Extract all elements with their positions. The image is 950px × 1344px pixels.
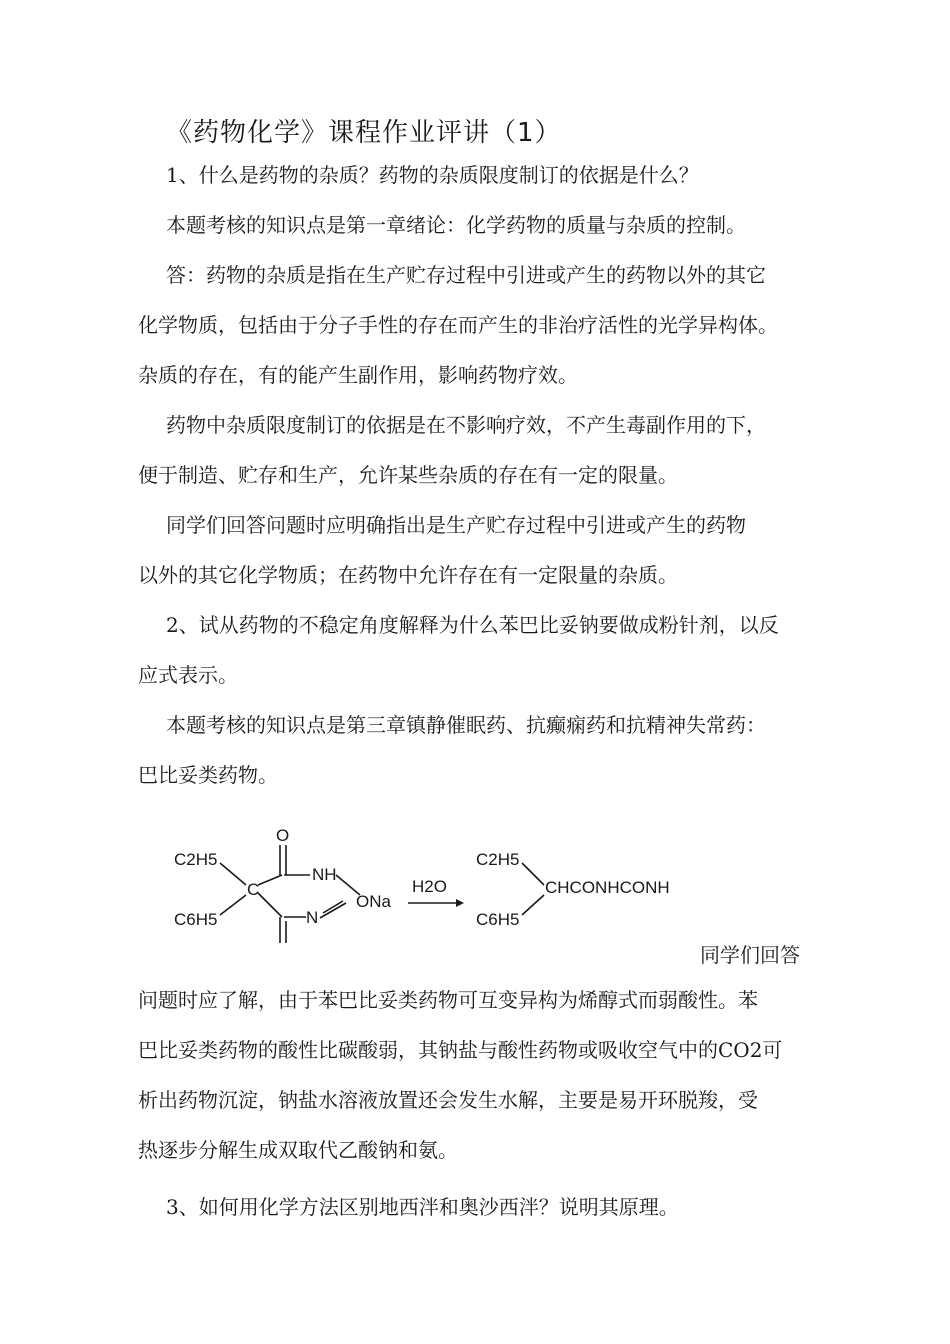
product-chain-label: CHCONHCONH — [545, 878, 670, 897]
reactant-ona: ONa — [356, 892, 391, 911]
q1-answer-line-1: 答：药物的杂质是指在生产贮存过程中引进或产生的药物以外的其它 — [166, 263, 766, 287]
question-3: 3、如何用化学方法区别地西泮和奥沙西泮？说明其原理。 — [166, 1195, 679, 1219]
q2-note-tail: 同学们回答 — [700, 943, 800, 967]
reactant-nitrogen: N — [306, 908, 319, 927]
q1-answer-line-2: 化学物质，包括由于分子手性的存在而产生的非治疗活性的光学异构体。 — [138, 313, 778, 337]
product-phenyl-label: C6H5 — [476, 910, 520, 929]
q1-knowledge-point: 本题考核的知识点是第一章绪论：化学药物的质量与杂质的控制。 — [166, 213, 746, 237]
reactant-phenyl-label: C6H5 — [174, 910, 218, 929]
q1-note-line-2: 以外的其它化学物质；在药物中允许存在有一定限量的杂质。 — [138, 563, 678, 587]
reactant-nh: NH — [312, 865, 337, 884]
q2-knowledge-line-2: 巴比妥类药物。 — [138, 763, 278, 787]
q1-answer-line-3: 杂质的存在，有的能产生副作用，影响药物疗效。 — [138, 363, 578, 387]
document-title: 《药物化学》课程作业评讲（1） — [166, 118, 562, 148]
q1-basis-line-1: 药物中杂质限度制订的依据是在不影响疗效，不产生毒副作用的下， — [166, 413, 766, 437]
reaction-arrow — [408, 899, 464, 907]
reactant-oxygen: O — [276, 826, 290, 845]
reactant-ethyl-label: C2H5 — [174, 850, 218, 869]
hydrolysis-reaction-diagram — [160, 815, 700, 960]
q2-note-line-2: 巴比妥类药物的酸性比碳酸弱，其钠盐与酸性药物或吸收空气中的CO2可 — [138, 1038, 783, 1062]
reagent-water: H2O — [412, 877, 447, 896]
product-ethyl-label: C2H5 — [476, 850, 520, 869]
q2-note-line-1: 问题时应了解，由于苯巴比妥类药物可互变异构为烯醇式而弱酸性。苯 — [138, 988, 758, 1012]
question-1: 1、什么是药物的杂质？药物的杂质限度制订的依据是什么？ — [166, 163, 699, 187]
q1-note-line-1: 同学们回答问题时应明确指出是生产贮存过程中引进或产生的药物 — [166, 513, 746, 537]
question-2-line-2: 应式表示。 — [138, 663, 238, 687]
q1-basis-line-2: 便于制造、贮存和生产，允许某些杂质的存在有一定的限量。 — [138, 463, 678, 487]
q2-note-line-4: 热逐步分解生成双取代乙酸钠和氨。 — [138, 1138, 458, 1162]
reactant-center-carbon: C — [247, 880, 260, 899]
question-2-line-1: 2、试从药物的不稳定角度解释为什么苯巴比妥钠要做成粉针剂，以反 — [166, 613, 779, 637]
q2-note-line-3: 析出药物沉淀，钠盐水溶液放置还会发生水解，主要是易开环脱羧，受 — [138, 1088, 758, 1112]
q2-knowledge-line-1: 本题考核的知识点是第三章镇静催眠药、抗癫痫药和抗精神失常药： — [166, 713, 766, 737]
